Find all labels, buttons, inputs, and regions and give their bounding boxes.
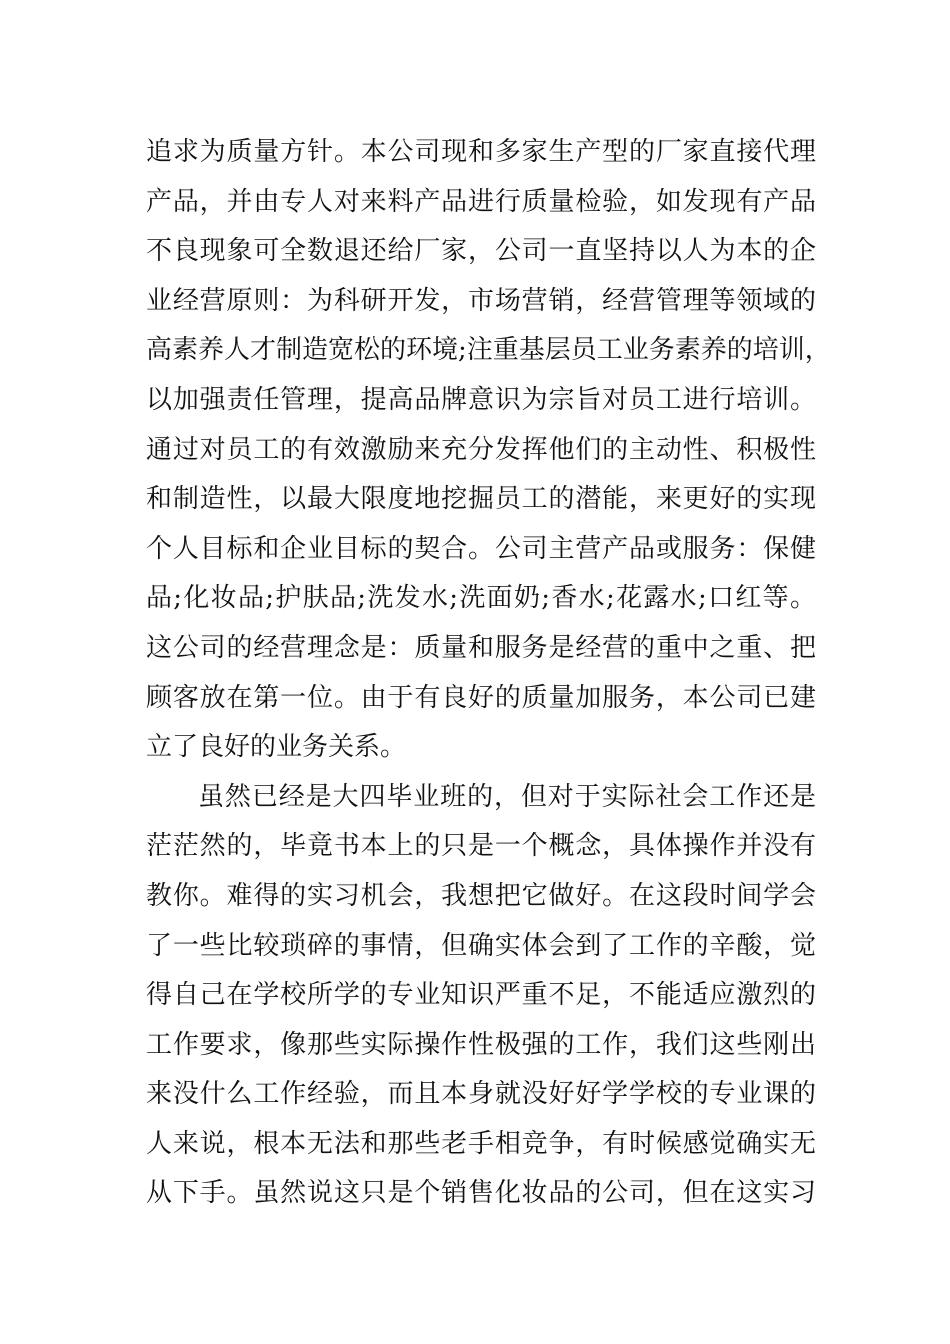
- text-line: 来没什么工作经验，而且本身就没好好学学校的专业课的: [146, 1079, 816, 1110]
- text-line: 工作要求，像那些实际操作性极强的工作，我们这些刚出: [146, 1029, 816, 1060]
- text-line: 不良现象可全数退还给厂家，公司一直坚持以人为本的企: [146, 236, 816, 267]
- text-line: 追求为质量方针。本公司现和多家生产型的厂家直接代理: [146, 137, 816, 167]
- document-body: [146, 128, 831, 1219]
- text-line: 业经营原则：为科研开发，市场营销，经营管理等领域的: [146, 285, 816, 316]
- text-line: 从下手。虽然说这只是个销售化妆品的公司，但在这实习: [146, 1178, 816, 1209]
- text-line: 高素养人才制造宽松的环境;注重基层员工业务素养的培训，: [146, 335, 831, 366]
- text-line: 得自己在学校所学的专业知识严重不足，不能适应激烈的: [146, 980, 816, 1011]
- text-line: 顾客放在第一位。由于有良好的质量加服务，本公司已建: [146, 682, 816, 713]
- text-line: 个人目标和企业目标的契合。公司主营产品或服务：保健: [146, 533, 816, 564]
- text-line: 人来说，根本无法和那些老手相竞争，有时候感觉确实无: [146, 1128, 816, 1159]
- text-line: 产品，并由专人对来料产品进行质量检验，如发现有产品: [146, 186, 816, 217]
- text-line: 通过对员工的有效激励来充分发挥他们的主动性、积极性: [146, 434, 816, 465]
- text-line: 教你。难得的实习机会，我想把它做好。在这段时间学会: [146, 880, 816, 911]
- text-line: 了一些比较琐碎的事情，但确实体会到了工作的辛酸，觉: [146, 930, 816, 961]
- text-line: 品;化妆品;护肤品;洗发水;洗面奶;香水;花露水;口红等。: [146, 583, 816, 614]
- text-line: 这公司的经营理念是：质量和服务是经营的重中之重、把: [146, 632, 816, 663]
- text-line: 立了良好的业务关系。: [146, 732, 407, 763]
- paragraph-first-line: 虽然已经是大四毕业班的，但对于实际社会工作还是: [198, 781, 816, 812]
- text-line: 茫茫然的，毕竟书本上的只是一个概念，具体操作并没有: [146, 831, 816, 862]
- text-line: 以加强责任管理，提高品牌意识为宗旨对员工进行培训。: [146, 384, 816, 415]
- text-line: 和制造性，以最大限度地挖掘员工的潜能，来更好的实现: [146, 484, 816, 515]
